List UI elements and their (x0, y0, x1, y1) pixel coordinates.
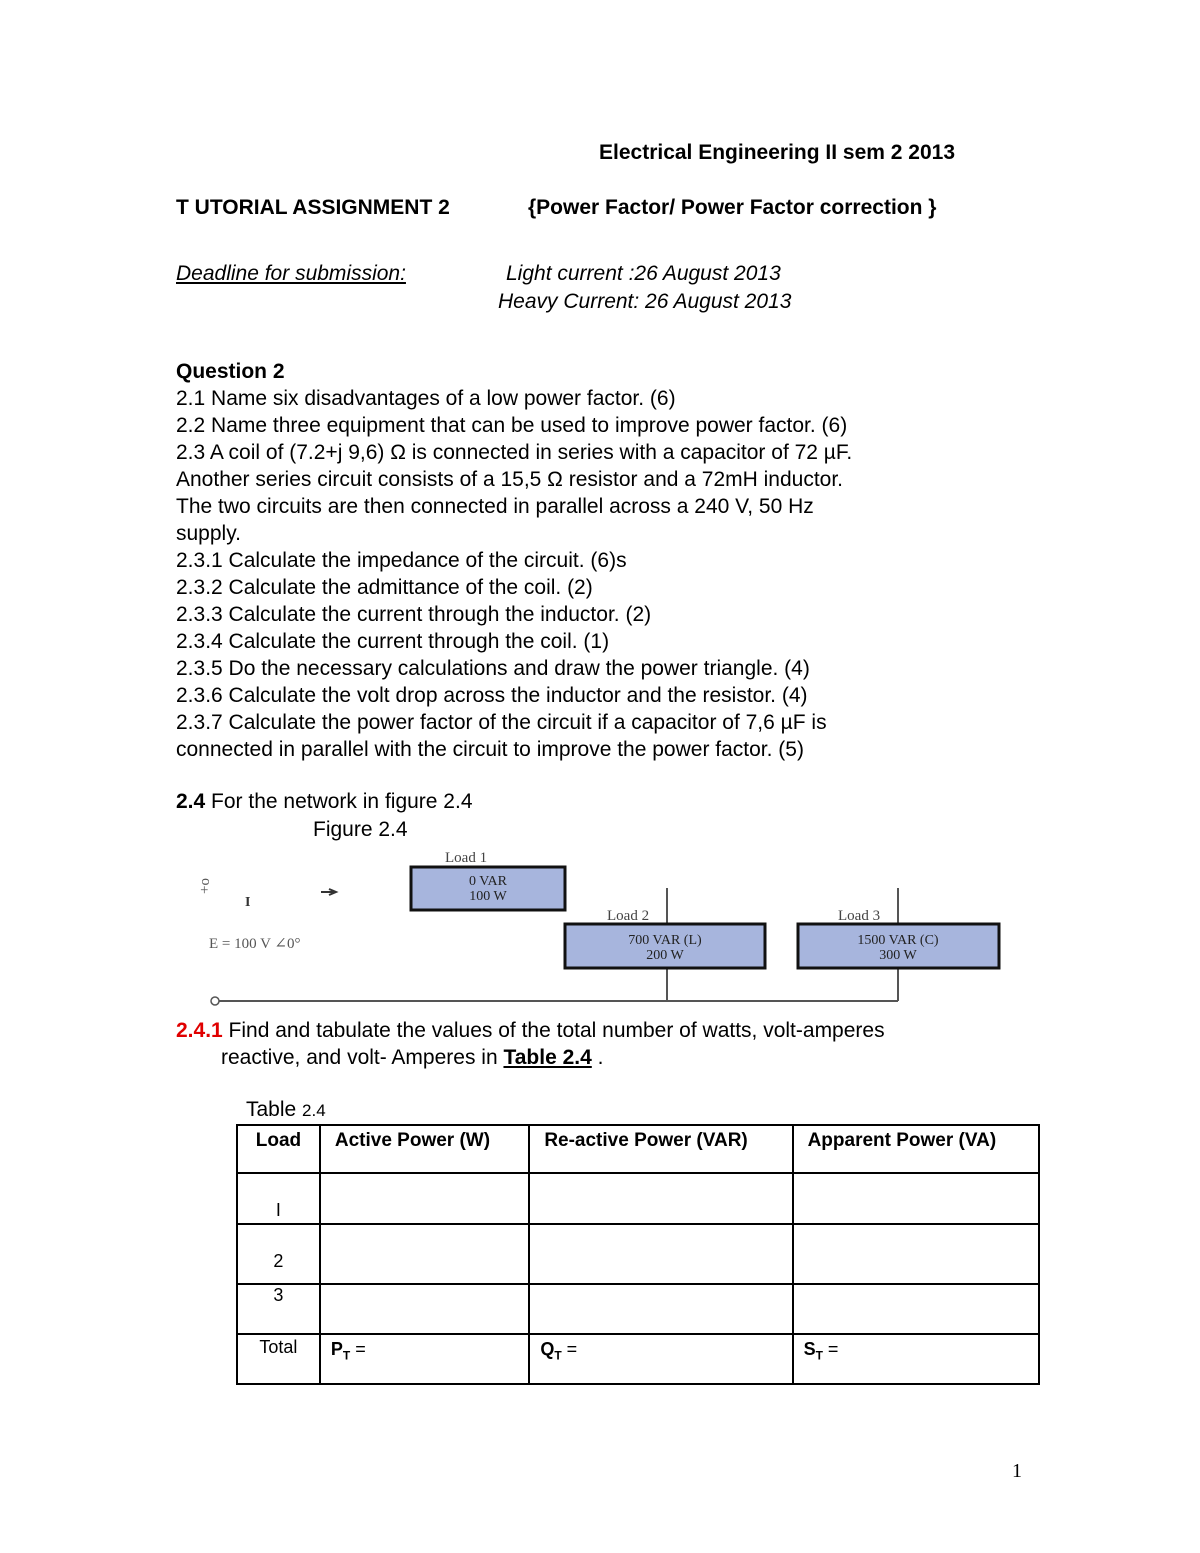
row-label-load-2: 2 (237, 1224, 320, 1284)
question-line: 2.3.2 Calculate the admittance of the coil. (2) (176, 576, 593, 599)
q241-number: 2.4.1 (176, 1019, 223, 1042)
cell-reactive-1[interactable] (529, 1173, 792, 1224)
cell-reactive-2[interactable] (529, 1224, 792, 1284)
table-row (237, 1173, 1039, 1224)
table-caption (246, 1098, 326, 1122)
cell-active-3[interactable] (320, 1284, 529, 1334)
question-line: 2.3 A coil of (7.2+j 9,6) Ω is connected in series with a capacitor of 72 µF. (176, 441, 853, 464)
assignment-title: T UTORIAL ASSIGNMENT 2 (176, 196, 450, 219)
question-line: connected in parallel with the circuit to improve the power factor. (5) (176, 738, 804, 761)
q24-number: 2.4 (176, 790, 206, 813)
question-line: 2.2 Name three equipment that can be used to improve power factor. (6) (176, 414, 848, 437)
header-reactive-power: Re-active Power (VAR) (529, 1125, 792, 1173)
total-p-equals: = (350, 1339, 366, 1359)
load3-watts: 300 W (879, 948, 917, 963)
table-reference: Table 2.4 (503, 1046, 592, 1069)
q24-text: For the network in figure 2.4 (205, 790, 473, 813)
deadline-label: Deadline for submission: (176, 262, 406, 285)
cell-total-reactive[interactable] (529, 1334, 792, 1384)
load1-watts: 100 W (469, 889, 507, 904)
row-label-load-3: 3 (237, 1284, 320, 1334)
cell-total-apparent[interactable] (793, 1334, 1039, 1384)
total-s-subscript: T (815, 1348, 823, 1363)
question-line: supply. (176, 522, 241, 545)
total-q-symbol: Q (540, 1339, 555, 1359)
header-apparent-power: Apparent Power (VA) (793, 1125, 1039, 1173)
cell-apparent-2[interactable] (793, 1224, 1039, 1284)
load1-var: 0 VAR (468, 874, 508, 889)
cell-reactive-3[interactable] (529, 1284, 792, 1334)
question-line: 2.3.3 Calculate the current through the inductor. (2) (176, 603, 652, 626)
circuit-diagram (195, 842, 1015, 1007)
table-row (237, 1284, 1039, 1334)
table-total-row (237, 1334, 1039, 1384)
document-header: Electrical Engineering II sem 2 2013 (599, 141, 956, 164)
question-2-block (176, 358, 976, 763)
table-caption-number: 2.4 (302, 1101, 326, 1120)
question-line: 2.3.7 Calculate the power factor of the circuit if a capacitor of 7,6 µF is (176, 711, 827, 734)
question-heading: Question 2 (176, 360, 285, 383)
question-2-4 (176, 790, 473, 814)
question-line: 2.3.6 Calculate the volt drop across the inductor and the resistor. (4) (176, 684, 808, 707)
total-q-equals: = (561, 1339, 578, 1359)
total-p-subscript: T (342, 1348, 351, 1363)
load2-watts: 200 W (646, 948, 684, 963)
cell-apparent-1[interactable] (793, 1173, 1039, 1224)
total-s-equals: = (822, 1339, 839, 1359)
header-load: Load (237, 1125, 320, 1173)
cell-active-1[interactable] (320, 1173, 529, 1224)
current-label: I (245, 895, 251, 910)
question-line: 2.3.1 Calculate the impedance of the circuit. (6)s (176, 549, 627, 572)
question-line: 2.3.4 Calculate the current through the coil. (1) (176, 630, 610, 653)
load2-var: 700 VAR (L) (628, 933, 702, 948)
figure-caption: Figure 2.4 (313, 818, 408, 841)
cell-total-active[interactable] (320, 1334, 529, 1384)
source-minus-terminal (211, 997, 219, 1005)
source-plus-label: +o (197, 878, 213, 894)
load2-label: Load 2 (607, 908, 650, 924)
cell-active-2[interactable] (320, 1224, 529, 1284)
page-number: 1 (1012, 1460, 1022, 1482)
row-label-load-1: I (237, 1173, 320, 1224)
question-2-4-1-continued (221, 1046, 603, 1070)
table-row (237, 1224, 1039, 1284)
power-table (236, 1124, 1040, 1385)
current-arrow-icon (321, 889, 336, 895)
q241-text-2: reactive, and volt- Amperes in (221, 1046, 504, 1069)
q241-text-3: . (591, 1046, 604, 1069)
load3-var: 1500 VAR (C) (857, 933, 939, 948)
question-line: Another series circuit consists of a 15,5 Ω resistor and a 72mH inductor. (176, 468, 844, 491)
cell-apparent-3[interactable] (793, 1284, 1039, 1334)
header-active-power: Active Power (W) (320, 1125, 529, 1173)
total-p-symbol: P (330, 1339, 343, 1359)
total-s-symbol: S (803, 1339, 816, 1359)
question-2-4-1 (176, 1019, 885, 1043)
q241-text: Find and tabulate the values of the total number of watts, volt-amperes (222, 1019, 885, 1042)
load1-label: Load 1 (445, 850, 488, 866)
total-q-subscript: T (554, 1348, 562, 1363)
table-header-row (237, 1125, 1039, 1173)
row-label-total: Total (237, 1334, 320, 1384)
assignment-topic: {Power Factor/ Power Factor correction } (528, 196, 937, 219)
table-caption-main: Table (246, 1098, 303, 1121)
load3-label: Load 3 (838, 908, 881, 924)
source-voltage-label: E = 100 V ∠0° (209, 936, 301, 952)
deadline-light-current: Light current :26 August 2013 (506, 262, 781, 285)
question-line: 2.3.5 Do the necessary calculations and draw the power triangle. (4) (176, 657, 810, 680)
question-line: The two circuits are then connected in parallel across a 240 V, 50 Hz (176, 495, 814, 518)
deadline-heavy-current: Heavy Current: 26 August 2013 (498, 290, 792, 313)
question-line: 2.1 Name six disadvantages of a low power factor. (6) (176, 387, 676, 410)
